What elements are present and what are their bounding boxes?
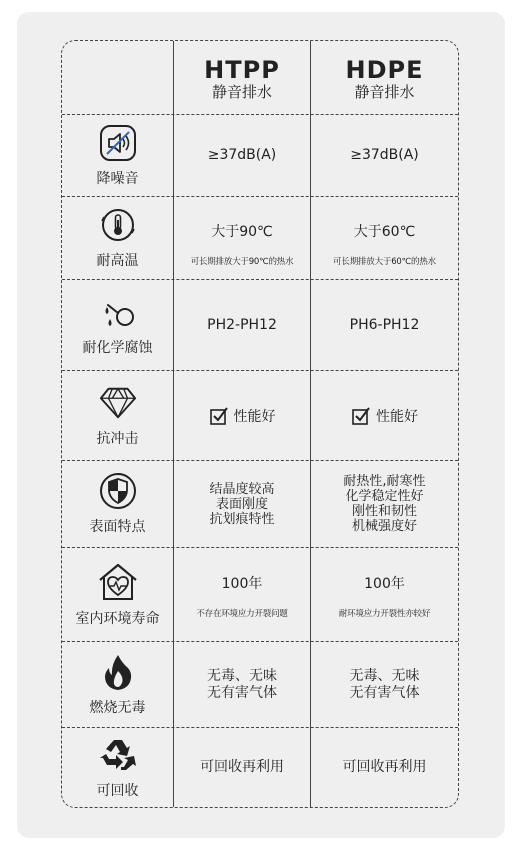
hdpe-lifetime-value	[311, 548, 458, 641]
feature-recyclable	[62, 728, 173, 807]
feature-label: 抗冲击	[96, 430, 139, 447]
shield-icon	[99, 472, 137, 510]
value-text: 结晶度较高	[209, 481, 275, 497]
checkbox-checked-icon	[209, 406, 229, 426]
hdpe-recyclable-value	[311, 728, 458, 807]
value-text: PH2-PH12	[207, 316, 277, 333]
header-htpp-subtitle: 静音排水	[211, 83, 272, 101]
value-note: 可长期排放大于90℃的热水	[190, 256, 294, 267]
feature-non-toxic-burning	[62, 642, 173, 727]
feature-impact-resistance	[62, 371, 173, 460]
value-text: 可回收再利用	[342, 759, 427, 775]
value-text: 大于90℃	[211, 223, 273, 240]
speaker-mute-icon	[99, 124, 137, 162]
feature-label: 室内环境寿命	[75, 610, 160, 627]
value-text: PH6-PH12	[349, 316, 420, 333]
value-text: 无毒、无味	[207, 667, 277, 684]
feature-label: 可回收	[96, 782, 139, 799]
feature-label: 耐高温	[96, 253, 139, 269]
value-text: 100年	[364, 576, 405, 592]
value-text: ≥37dB(A)	[350, 147, 419, 163]
htpp-recyclable-value	[174, 728, 310, 807]
header-htpp-title: HTPP	[204, 56, 280, 84]
feature-heat-resistance	[62, 197, 173, 279]
value-text: 性能好	[376, 408, 418, 425]
htpp-non-toxic-value	[174, 642, 310, 727]
feature-label: 燃烧无毒	[89, 699, 146, 716]
hdpe-non-toxic-value	[311, 642, 458, 727]
feature-label: 耐化学腐蚀	[82, 340, 153, 356]
value-note: 不存在环境应力开裂问题	[196, 609, 288, 619]
header-hdpe	[311, 57, 458, 113]
value-text: 机械强度好	[351, 519, 417, 534]
comparison-table	[61, 40, 459, 808]
value-text: 无毒、无味	[349, 667, 420, 684]
value-text: 耐热性,耐寒性	[343, 474, 426, 489]
htpp-surface-value	[174, 461, 310, 547]
hdpe-heat-value	[311, 197, 458, 279]
header-htpp	[174, 57, 310, 113]
value-note: 可长期排放大于60℃的热水	[333, 256, 436, 267]
value-text: 刚性和韧性	[351, 504, 417, 519]
value-note: 耐环境应力开裂性亦较好	[338, 609, 431, 619]
value-text: 性能好	[233, 408, 276, 425]
feature-noise-reduction	[62, 115, 173, 196]
value-text: 无有害气体	[207, 684, 277, 701]
value-text: 大于60℃	[353, 223, 416, 240]
header-hdpe-subtitle: 静音排水	[354, 83, 415, 101]
check-value	[351, 406, 418, 426]
hdpe-impact-value	[311, 371, 458, 460]
htpp-lifetime-value	[174, 548, 310, 641]
flame-icon	[99, 653, 137, 691]
check-value	[209, 406, 276, 426]
chemical-flask-icon	[99, 293, 137, 331]
hdpe-noise-value	[311, 115, 458, 196]
house-heart-icon	[97, 562, 139, 602]
value-text: 表面刚度	[215, 496, 268, 512]
hdpe-surface-value	[311, 461, 458, 547]
hdpe-chemical-value	[311, 280, 458, 370]
htpp-heat-value	[174, 197, 310, 279]
value-text: 化学稳定性好	[345, 489, 424, 504]
value-text: 抗划痕特性	[209, 511, 275, 527]
value-text: 可回收再利用	[200, 759, 284, 775]
value-text: 无有害气体	[349, 684, 420, 701]
feature-indoor-lifetime	[62, 548, 173, 641]
htpp-impact-value	[174, 371, 310, 460]
feature-chemical-resistance	[62, 280, 173, 370]
feature-label: 表面特点	[89, 519, 146, 535]
feature-label: 降噪音	[96, 170, 139, 187]
value-text: 100年	[221, 576, 263, 592]
feature-surface	[62, 461, 173, 547]
checkbox-checked-icon	[351, 406, 371, 426]
htpp-chemical-value	[174, 280, 310, 370]
htpp-noise-value	[174, 115, 310, 196]
thermometer-icon	[99, 206, 137, 244]
header-hdpe-title: HDPE	[345, 56, 424, 84]
diamond-icon	[99, 384, 137, 422]
value-text: ≥37dB(A)	[207, 147, 277, 163]
recycle-icon	[99, 736, 137, 774]
